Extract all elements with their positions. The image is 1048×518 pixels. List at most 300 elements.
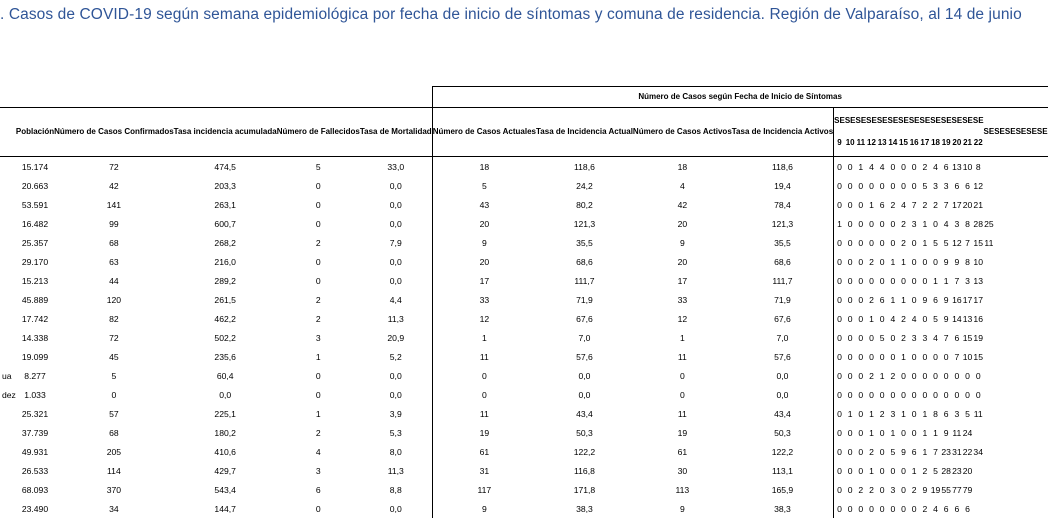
- se-cell: 5: [890, 446, 896, 457]
- se-cell: [1005, 214, 1016, 233]
- table-row: [0, 461, 1048, 480]
- se-cell: 1: [933, 427, 938, 438]
- se-cell: [984, 442, 995, 461]
- se-week-number: 17: [920, 138, 930, 147]
- se-cell: 23: [941, 446, 951, 457]
- se-cell: 4: [933, 503, 938, 514]
- table-row: [0, 480, 1048, 499]
- data-cell: 38,3: [774, 503, 791, 514]
- se-cell: [1016, 252, 1027, 271]
- se-cell: 0: [858, 199, 864, 210]
- se-week-number: 22: [973, 138, 983, 147]
- se-cell: [973, 499, 984, 518]
- se-cell: 6: [879, 294, 885, 305]
- se-label: SE: [994, 127, 1005, 136]
- se-cell: [984, 461, 995, 480]
- table-row: [0, 442, 1048, 461]
- column-header: Número de Casos Activos: [633, 108, 732, 157]
- blank-cell: [174, 87, 277, 108]
- se-cell: 0: [858, 370, 864, 381]
- se-cell: 0: [879, 351, 885, 362]
- se-label: SE: [876, 116, 888, 125]
- se-week-number: 21: [963, 138, 972, 147]
- data-cell: 42: [677, 199, 688, 210]
- se-cell: [1026, 423, 1037, 442]
- se-cell: 0: [933, 256, 938, 267]
- se-cell: 34: [973, 446, 983, 457]
- se-cell: 1: [858, 161, 864, 172]
- se-cell: [1005, 404, 1016, 423]
- se-cell: 0: [834, 195, 845, 214]
- se-cell: [1005, 499, 1016, 518]
- data-cell: 225,1: [214, 408, 236, 419]
- se-cell: 2: [901, 237, 906, 248]
- se-cell: 0: [858, 218, 864, 229]
- se-cell: [1016, 271, 1027, 290]
- se-cell: 0: [901, 484, 906, 495]
- se-cell: 0: [834, 480, 845, 499]
- se-week-header: [1026, 108, 1037, 157]
- data-cell: 171,8: [573, 484, 596, 495]
- blank-cell: [16, 87, 54, 108]
- se-cell: 7: [911, 199, 917, 210]
- se-cell: [994, 233, 1005, 252]
- se-cell: 28: [973, 218, 983, 229]
- se-cell: [1037, 176, 1048, 195]
- se-cell: [1037, 385, 1048, 404]
- se-cell: [1037, 195, 1048, 214]
- data-cell: 35,5: [576, 237, 593, 248]
- data-cell: 63: [109, 256, 119, 267]
- se-cell: [1016, 461, 1027, 480]
- comuna-cell: [0, 442, 16, 461]
- data-cell: 1.033: [24, 389, 46, 400]
- se-cell: 0: [847, 294, 853, 305]
- data-cell: 12: [677, 313, 688, 324]
- se-week-header: [888, 108, 899, 157]
- data-cell: 0,0: [389, 180, 402, 191]
- se-cell: [1016, 442, 1027, 461]
- comuna-cell: [0, 404, 16, 423]
- se-label: SE: [1015, 127, 1027, 136]
- se-cell: 7: [965, 237, 970, 248]
- data-cell: 9: [432, 499, 536, 518]
- se-cell: [994, 423, 1005, 442]
- se-label: SE: [1026, 127, 1037, 136]
- se-cell: 0: [858, 256, 864, 267]
- se-cell: [1016, 366, 1027, 385]
- se-cell: [984, 157, 995, 177]
- se-cell: 0: [869, 275, 874, 286]
- se-cell: 15: [973, 351, 983, 362]
- data-cell: 30: [677, 465, 688, 476]
- se-cell: 0: [879, 389, 885, 400]
- se-cell: 0: [911, 427, 917, 438]
- se-cell: 9: [901, 446, 906, 457]
- data-cell: 82: [109, 313, 119, 324]
- data-cell: 141: [106, 199, 122, 210]
- data-cell: 7,0: [776, 332, 789, 343]
- se-cell: [1037, 480, 1048, 499]
- column-header: Tasa de Incidencia Activos: [732, 108, 834, 157]
- data-cell: 68: [109, 237, 119, 248]
- se-cell: [1005, 480, 1016, 499]
- se-cell: 0: [847, 389, 853, 400]
- se-cell: [1026, 176, 1037, 195]
- data-cell: 43: [432, 195, 536, 214]
- se-cell: [994, 290, 1005, 309]
- se-cell: 10: [962, 351, 973, 362]
- data-cell: 289,2: [214, 275, 236, 286]
- se-cell: 0: [858, 294, 864, 305]
- data-cell: 462,2: [214, 313, 236, 324]
- se-cell: [994, 252, 1005, 271]
- data-cell: 72: [109, 161, 119, 172]
- data-cell: 8,8: [389, 484, 402, 495]
- se-cell: 1: [869, 199, 874, 210]
- se-week-number: 20: [952, 138, 962, 147]
- se-cell: [984, 271, 995, 290]
- se-cell: [994, 404, 1005, 423]
- data-cell: 0: [432, 385, 536, 404]
- se-cell: 0: [943, 389, 949, 400]
- se-cell: 2: [922, 465, 928, 476]
- se-cell: [1026, 271, 1037, 290]
- se-cell: [1026, 499, 1037, 518]
- column-header: Tasa de Mortalidad: [360, 108, 432, 157]
- se-cell: 0: [922, 389, 928, 400]
- se-cell: 0: [834, 328, 845, 347]
- se-cell: 2: [869, 256, 874, 267]
- se-cell: [1026, 195, 1037, 214]
- se-cell: [1037, 423, 1048, 442]
- data-cell: 116,8: [574, 465, 595, 476]
- se-cell: 0: [911, 408, 917, 419]
- header-cell-comuna: [0, 108, 16, 157]
- data-cell: 60,4: [216, 370, 234, 381]
- se-cell: 6: [954, 332, 960, 343]
- se-cell: 0: [922, 351, 928, 362]
- se-cell: 0: [890, 389, 896, 400]
- data-cell: 14.338: [21, 332, 49, 343]
- se-cell: 28: [941, 465, 951, 476]
- se-cell: 0: [869, 503, 874, 514]
- se-cell: 0: [933, 389, 938, 400]
- se-cell: 4: [933, 332, 938, 343]
- se-cell: [1016, 176, 1027, 195]
- se-cell: 11: [952, 427, 962, 438]
- se-cell: 0: [954, 389, 960, 400]
- data-cell: 61: [677, 446, 688, 457]
- se-label: SE: [983, 127, 995, 136]
- data-cell: 0: [315, 256, 321, 267]
- se-cell: 0: [922, 256, 928, 267]
- data-cell: 20: [432, 214, 536, 233]
- se-cell: 9: [954, 256, 960, 267]
- se-cell: [1016, 195, 1027, 214]
- se-cell: [994, 328, 1005, 347]
- data-cell: 235,6: [214, 351, 236, 362]
- se-week-header: [866, 108, 877, 157]
- se-cell: 1: [847, 408, 853, 419]
- data-cell: 11: [432, 347, 536, 366]
- se-cell: 1: [890, 294, 896, 305]
- se-cell: 1: [911, 465, 917, 476]
- se-cell: 0: [834, 347, 845, 366]
- data-cell: 8,0: [389, 446, 402, 457]
- se-cell: [1026, 328, 1037, 347]
- se-cell: 1: [922, 237, 928, 248]
- se-cell: 0: [847, 484, 853, 495]
- data-cell: 15.213: [21, 275, 49, 286]
- data-cell: 78,4: [774, 199, 791, 210]
- se-cell: [1016, 214, 1027, 233]
- table-row: [0, 404, 1048, 423]
- se-cell: 0: [901, 427, 906, 438]
- data-cell: 68,6: [576, 256, 593, 267]
- se-cell: 5: [933, 313, 938, 324]
- table-row: [0, 347, 1048, 366]
- data-cell: 2: [315, 313, 321, 324]
- data-cell: 11: [432, 404, 536, 423]
- se-cell: 0: [890, 218, 896, 229]
- column-header: Población: [16, 108, 54, 157]
- data-cell: 99: [109, 218, 119, 229]
- se-cell: 0: [879, 427, 885, 438]
- se-cell: [1016, 347, 1027, 366]
- se-cell: 0: [943, 351, 949, 362]
- data-cell: 25.321: [21, 408, 49, 419]
- se-cell: 0: [901, 389, 906, 400]
- se-cell: [994, 271, 1005, 290]
- se-cell: 10: [962, 161, 973, 172]
- se-week-header: [994, 108, 1005, 157]
- data-cell: 4,4: [389, 294, 402, 305]
- data-cell: 0,0: [389, 275, 402, 286]
- data-cell: 17: [677, 275, 688, 286]
- se-cell: 3: [911, 218, 917, 229]
- data-cell: 0: [679, 389, 685, 400]
- se-cell: [984, 328, 995, 347]
- data-cell: 6: [315, 484, 321, 495]
- se-week-header: [930, 108, 941, 157]
- se-cell: 0: [858, 313, 864, 324]
- data-cell: 0,0: [219, 389, 232, 400]
- se-cell: 12: [952, 237, 962, 248]
- se-cell: 2: [922, 161, 928, 172]
- se-cell: [1026, 214, 1037, 233]
- se-cell: 3: [890, 408, 896, 419]
- se-cell: 10: [973, 256, 983, 267]
- data-cell: 11,3: [387, 465, 404, 476]
- se-cell: 0: [858, 408, 864, 419]
- data-cell: 53.591: [21, 199, 49, 210]
- data-cell: 205: [106, 446, 122, 457]
- se-week-header: [952, 108, 963, 157]
- data-cell: 144,7: [214, 503, 236, 514]
- se-cell: 3: [933, 180, 938, 191]
- se-cell: 0: [911, 370, 917, 381]
- blank-cell: [54, 87, 174, 108]
- table-row: [0, 214, 1048, 233]
- se-cell: 0: [922, 313, 928, 324]
- data-cell: 0: [315, 503, 321, 514]
- se-cell: 5: [922, 180, 928, 191]
- se-cell: 0: [901, 465, 906, 476]
- se-week-number: 14: [888, 138, 898, 147]
- se-cell: 0: [834, 442, 845, 461]
- data-cell: 67,6: [576, 313, 593, 324]
- data-cell: 7,0: [578, 332, 591, 343]
- data-cell: 502,2: [214, 332, 236, 343]
- se-cell: 0: [879, 180, 885, 191]
- data-cell: 117: [432, 480, 536, 499]
- data-cell: 15.174: [21, 161, 49, 172]
- data-cell: 20.663: [21, 180, 49, 191]
- data-cell: 543,4: [214, 484, 236, 495]
- se-cell: [1037, 214, 1048, 233]
- se-cell: 0: [847, 332, 853, 343]
- se-cell: 6: [933, 294, 938, 305]
- comuna-cell: ua: [2, 370, 12, 381]
- table-row: [0, 271, 1048, 290]
- se-cell: 0: [890, 503, 896, 514]
- se-cell: 1: [901, 351, 906, 362]
- se-cell: [994, 499, 1005, 518]
- se-cell: [1016, 290, 1027, 309]
- se-cell: 0: [911, 180, 917, 191]
- se-week-header: [855, 108, 866, 157]
- se-cell: 0: [847, 465, 853, 476]
- table-row: [0, 328, 1048, 347]
- se-cell: 1: [901, 256, 906, 267]
- comuna-cell: [0, 271, 16, 290]
- se-cell: [1037, 309, 1048, 328]
- se-week-header: [834, 108, 845, 157]
- se-cell: 9: [943, 427, 949, 438]
- se-week-number: 11: [856, 138, 866, 147]
- se-week-number: 16: [909, 138, 919, 147]
- se-cell: 5: [933, 237, 938, 248]
- data-cell: 0,0: [578, 370, 591, 381]
- group-header-cell: Número de Casos según Fecha de Inicio de Síntomas: [432, 87, 1047, 108]
- se-label: SE: [940, 116, 952, 125]
- se-week-header: [962, 108, 973, 157]
- se-cell: [1037, 442, 1048, 461]
- se-cell: 1: [922, 427, 928, 438]
- data-cell: 9: [679, 237, 685, 248]
- se-cell: 2: [869, 484, 874, 495]
- se-cell: [994, 176, 1005, 195]
- data-cell: 3,9: [389, 408, 402, 419]
- se-cell: 5: [879, 332, 885, 343]
- se-cell: 7: [943, 332, 949, 343]
- se-cell: 0: [879, 218, 885, 229]
- data-cell: 34: [109, 503, 119, 514]
- se-cell: [1016, 157, 1027, 177]
- se-cell: [1005, 157, 1016, 177]
- data-cell: 68: [109, 427, 119, 438]
- data-cell: 20,9: [387, 332, 405, 343]
- data-cell: 0: [111, 389, 117, 400]
- se-cell: 0: [858, 465, 864, 476]
- data-cell: 1: [679, 332, 685, 343]
- se-cell: 3: [954, 218, 960, 229]
- data-cell: 113: [675, 484, 690, 495]
- se-cell: [994, 347, 1005, 366]
- se-cell: [1005, 233, 1016, 252]
- se-cell: 17: [973, 294, 983, 305]
- se-cell: 0: [858, 275, 864, 286]
- data-cell: 0: [315, 218, 321, 229]
- se-label: SE: [962, 116, 973, 125]
- se-cell: 9: [943, 256, 949, 267]
- table-group-header-row: [0, 87, 1048, 108]
- table-row: [0, 157, 1048, 177]
- se-week-header: [920, 108, 931, 157]
- se-cell: [1026, 252, 1037, 271]
- data-cell: 0,0: [389, 389, 402, 400]
- data-cell: 3: [315, 465, 321, 476]
- se-cell: 0: [847, 256, 853, 267]
- se-cell: 12: [973, 180, 983, 191]
- data-cell: 20: [677, 218, 688, 229]
- data-cell: 118,6: [574, 161, 595, 172]
- se-cell: 0: [834, 423, 845, 442]
- se-cell: [1005, 271, 1016, 290]
- se-cell: 3: [922, 332, 928, 343]
- data-cell: 0: [315, 180, 321, 191]
- se-cell: 6: [965, 180, 970, 191]
- se-cell: 4: [911, 313, 917, 324]
- se-cell: 2: [869, 370, 874, 381]
- se-cell: 0: [901, 161, 906, 172]
- data-cell: 0,0: [578, 389, 591, 400]
- se-cell: [984, 347, 995, 366]
- se-week-number: 9: [837, 138, 842, 147]
- table-row: [0, 423, 1048, 442]
- se-cell: 0: [890, 275, 896, 286]
- se-cell: 2: [890, 199, 896, 210]
- data-cell: 0,0: [389, 199, 402, 210]
- se-cell: 0: [933, 218, 938, 229]
- data-cell: 18: [432, 157, 536, 177]
- se-cell: 19: [930, 484, 941, 495]
- data-cell: 0: [679, 370, 685, 381]
- column-header: Número de Casos Confirmados: [54, 108, 174, 157]
- data-cell: 9: [432, 233, 536, 252]
- se-cell: 0: [834, 176, 845, 195]
- data-cell: 113,1: [772, 465, 793, 476]
- data-cell: 11: [677, 408, 687, 419]
- se-label: SE: [887, 116, 899, 125]
- data-cell: 4: [679, 180, 685, 191]
- se-cell: 0: [847, 446, 853, 457]
- se-label: SE: [898, 116, 909, 125]
- se-cell: 0: [858, 332, 864, 343]
- comuna-cell: [0, 176, 16, 195]
- data-cell: 4: [315, 446, 321, 457]
- data-cell: 45.889: [21, 294, 49, 305]
- comuna-cell: [0, 195, 16, 214]
- data-cell: 114: [107, 465, 121, 476]
- se-cell: [984, 499, 995, 518]
- se-week-header: [845, 108, 856, 157]
- comuna-cell: [0, 328, 16, 347]
- data-cell: 57,6: [576, 351, 593, 362]
- data-cell: 370: [106, 484, 122, 495]
- data-cell: 71,9: [576, 294, 593, 305]
